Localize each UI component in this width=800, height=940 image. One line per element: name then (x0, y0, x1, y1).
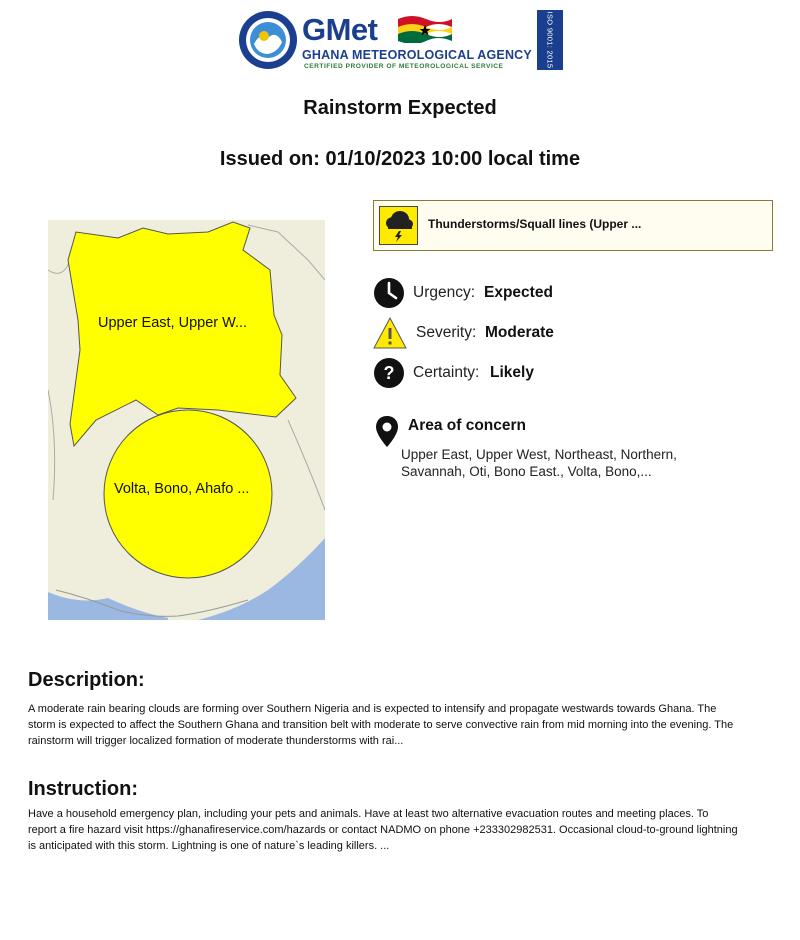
iso-badge-text: ISO 9001: 2015 (545, 11, 555, 69)
agency-seal-icon (238, 10, 300, 70)
location-pin-icon (374, 415, 400, 448)
urgency-row (373, 277, 573, 309)
certainty-label: Certainty: (413, 364, 480, 381)
svg-text:?: ? (383, 363, 395, 383)
logo-wordmark: GMet (302, 12, 378, 47)
gmet-logo (238, 10, 563, 70)
description-heading: Description: (28, 669, 145, 691)
certainty-value: Likely (490, 364, 534, 381)
map-canvas (48, 220, 325, 620)
map-label-north: Upper East, Upper W... (98, 315, 248, 331)
warning-icon (373, 317, 407, 349)
instruction-heading: Instruction: (28, 778, 138, 800)
certainty-row (373, 357, 573, 389)
urgency-value: Expected (484, 284, 553, 301)
alert-title: Rainstorm Expected (303, 97, 497, 119)
ghana-flag-icon (396, 13, 454, 43)
iso-badge (537, 10, 563, 70)
severity-label: Severity: (416, 324, 477, 341)
severity-value: Moderate (485, 324, 554, 341)
thunderstorm-icon (379, 206, 418, 245)
severity-row (373, 317, 573, 349)
instruction-text: Have a household emergency plan, including your pets and animals. Have at least two alternative evacuation routes and meeting places. To report a fire hazard visit https://ghanafireservice.com/hazards or contact NADMO on phone +233302982531. Occasional cloud-to-ground lightning is anticipated with this storm. Lightning is one of nature`s leading killers. ... (28, 808, 738, 852)
logo-tagline: CERTIFIED PROVIDER OF METEOROLOGICAL SERVICE (304, 63, 504, 70)
area-of-concern-title: Area of concern (408, 417, 527, 434)
description-text: A moderate rain bearing clouds are forming over Southern Nigeria and is expected to intensify and propagate westwards towards Ghana. The storm is expected to affect the Southern Ghana and transition belt with moderate to serve convective rain from mid morning into the evening. The rainstorm will trigger localized formation of moderate thunderstorms with rai... (28, 703, 734, 747)
clock-icon (373, 277, 405, 309)
event-box (373, 200, 773, 251)
question-icon (373, 357, 405, 389)
event-label: Thunderstorms/Squall lines (Upper ... (428, 217, 642, 231)
map-label-south: Volta, Bono, Ahafo ... (114, 481, 250, 497)
issued-date: Issued on: 01/10/2023 10:00 local time (219, 148, 581, 170)
urgency-label: Urgency: (413, 284, 476, 301)
area-of-concern-text: Upper East, Upper West, Northeast, Northern, Savannah, Oti, Bono East., Volta, Bono,... (401, 447, 677, 479)
logo-agency-name: GHANA METEOROLOGICAL AGENCY (302, 48, 532, 62)
alert-map (48, 220, 325, 620)
